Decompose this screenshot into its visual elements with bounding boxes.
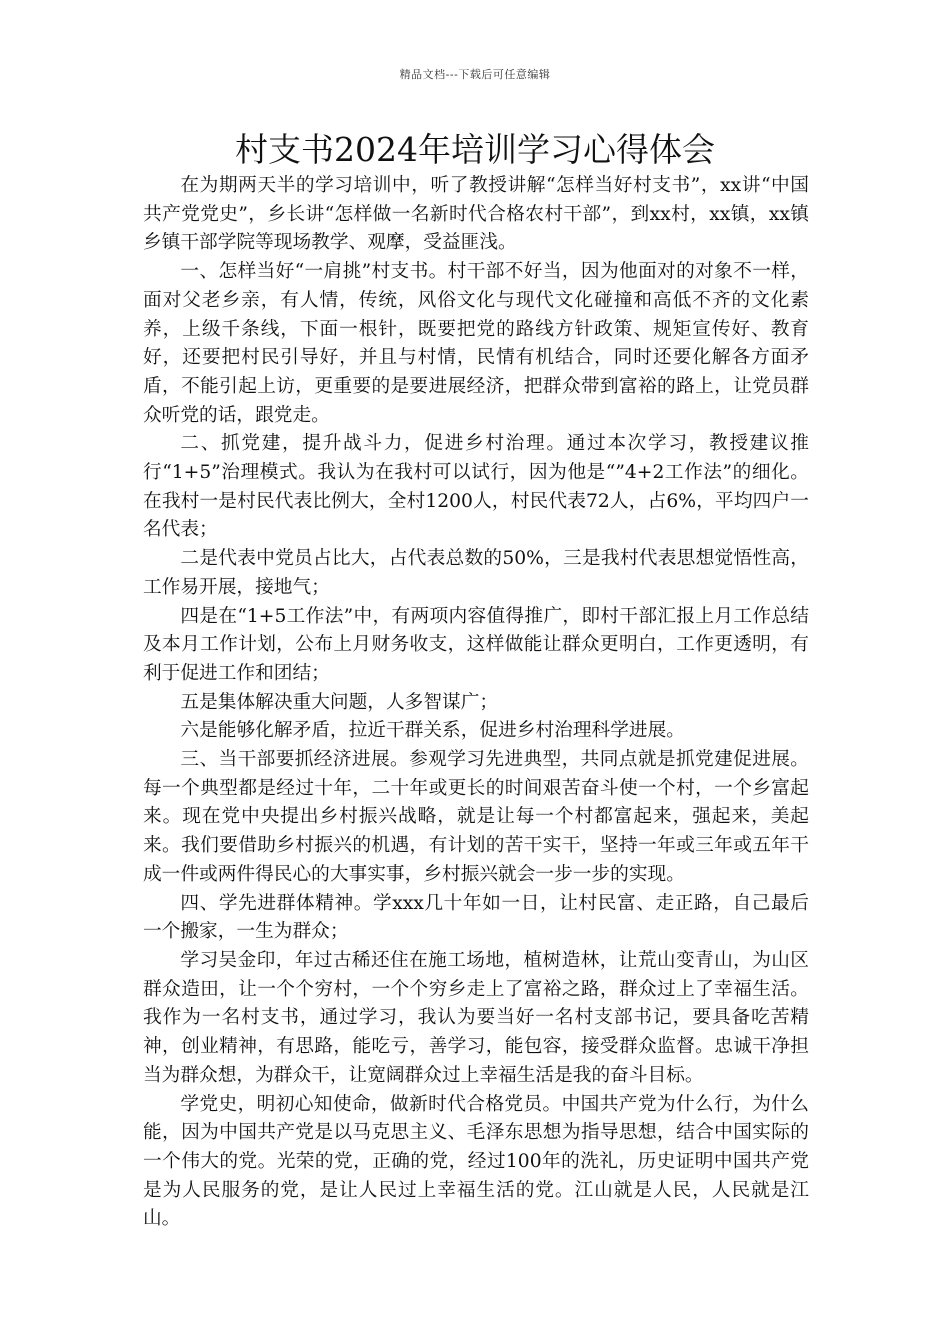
paragraph-point-6: 六是能够化解矛盾，拉近干群关系，促进乡村治理科学进展。 bbox=[180, 720, 685, 742]
paragraph-intro: 在为期两天半的学习培训中，听了教授讲解“怎样当好村支书”，xx讲“中国共产党党史”，乡长讲“怎样做一名新时代合格农村干部”，到xx村，xx镇，xx镇乡镇干部学院等现场教学、观摩，受益匪浅。 bbox=[143, 175, 809, 254]
paragraph-point-5: 五是集体解决重大问题，人多智谋广； bbox=[180, 691, 499, 713]
paragraph-section-2: 二、抓党建，提升战斗力，促进乡村治理。通过本次学习，教授建议推行“1+5”治理模式。我认为在我村可以试行，因为他是“”4+2工作法”的细化。在我村一是村民代表比例大，全村1200人，村民代表72人，占6%，平均四户一名代表； bbox=[143, 433, 809, 541]
paragraph-section-1: 一、怎样当好“一肩挑”村支书。村干部不好当，因为他面对的对象不一样，面对父老乡亲，有人情，传统，风俗文化与现代文化碰撞和高低不齐的文化素养，上级千条线，下面一根针，既要把党的路线方针政策、规矩宣传好、教育好，还要把村民引导好，并且与村情，民情有机结合，同时还要化解各方面矛盾，不能引起上访，更重要的是要进展经济，把群众带到富裕的路上，让党员群众听党的话，跟党走。 bbox=[143, 261, 809, 426]
document-title: 村支书2024年培训学习心得体会 bbox=[235, 130, 715, 169]
paragraph-wu-jinyin: 学习吴金印，年过古稀还住在施工场地，植树造林，让荒山变青山，为山区群众造田，让一个个穷村，一个个穷乡走上了富裕之路，群众过上了幸福生活。我作为一名村支书，通过学习，我认为要当好一名村支部书记，要具备吃苦精神，创业精神，有思路，能吃亏，善学习，能包容，接受群众监督。忠诚干净担当为群众想，为群众干，让宽阔群众过上幸福生活是我的奋斗目标。 bbox=[143, 949, 809, 1086]
paragraph-point-4: 四是在“1+5工作法”中，有两项内容值得推广，即村干部汇报上月工作总结及本月工作计划，公布上月财务收支，这样做能让群众更明白，工作更透明，有利于促进工作和团结； bbox=[143, 605, 809, 684]
document-body bbox=[143, 172, 809, 1234]
paragraph-party-history: 学党史，明初心知使命，做新时代合格党员。中国共产党为什么行，为什么能，因为中国共产党是以马克思主义、毛泽东思想为指导思想，结合中国实际的一个伟大的党。光荣的党，正确的党，经过100年的洗礼，历史证明中国共产党是为人民服务的党，是让人民过上幸福生活的党。江山就是人民，人民就是江山。 bbox=[143, 1093, 809, 1230]
paragraph-section-3: 三、当干部要抓经济进展。参观学习先进典型，共同点就是抓党建促进展。每一个典型都是经过十年，二十年或更长的时间艰苦奋斗使一个村，一个乡富起来。现在党中央提出乡村振兴战略，就是让每一个村都富起来，强起来，美起来。我们要借助乡村振兴的机遇，有计划的苦干实干，坚持一年或三年或五年干成一件或两件得民心的大事实事，乡村振兴就会一步一步的实现。 bbox=[143, 749, 809, 885]
page-header: 精品文档---下载后可任意编辑 bbox=[399, 68, 551, 81]
paragraph-section-4: 四、学先进群体精神。学xxx几十年如一日，让村民富、走正路，自己最后一个搬家，一生为群众； bbox=[143, 892, 809, 943]
paragraph-point-2-3: 二是代表中党员占比大，占代表总数的50%，三是我村代表思想觉悟性高，工作易开展，接地气； bbox=[143, 548, 809, 598]
